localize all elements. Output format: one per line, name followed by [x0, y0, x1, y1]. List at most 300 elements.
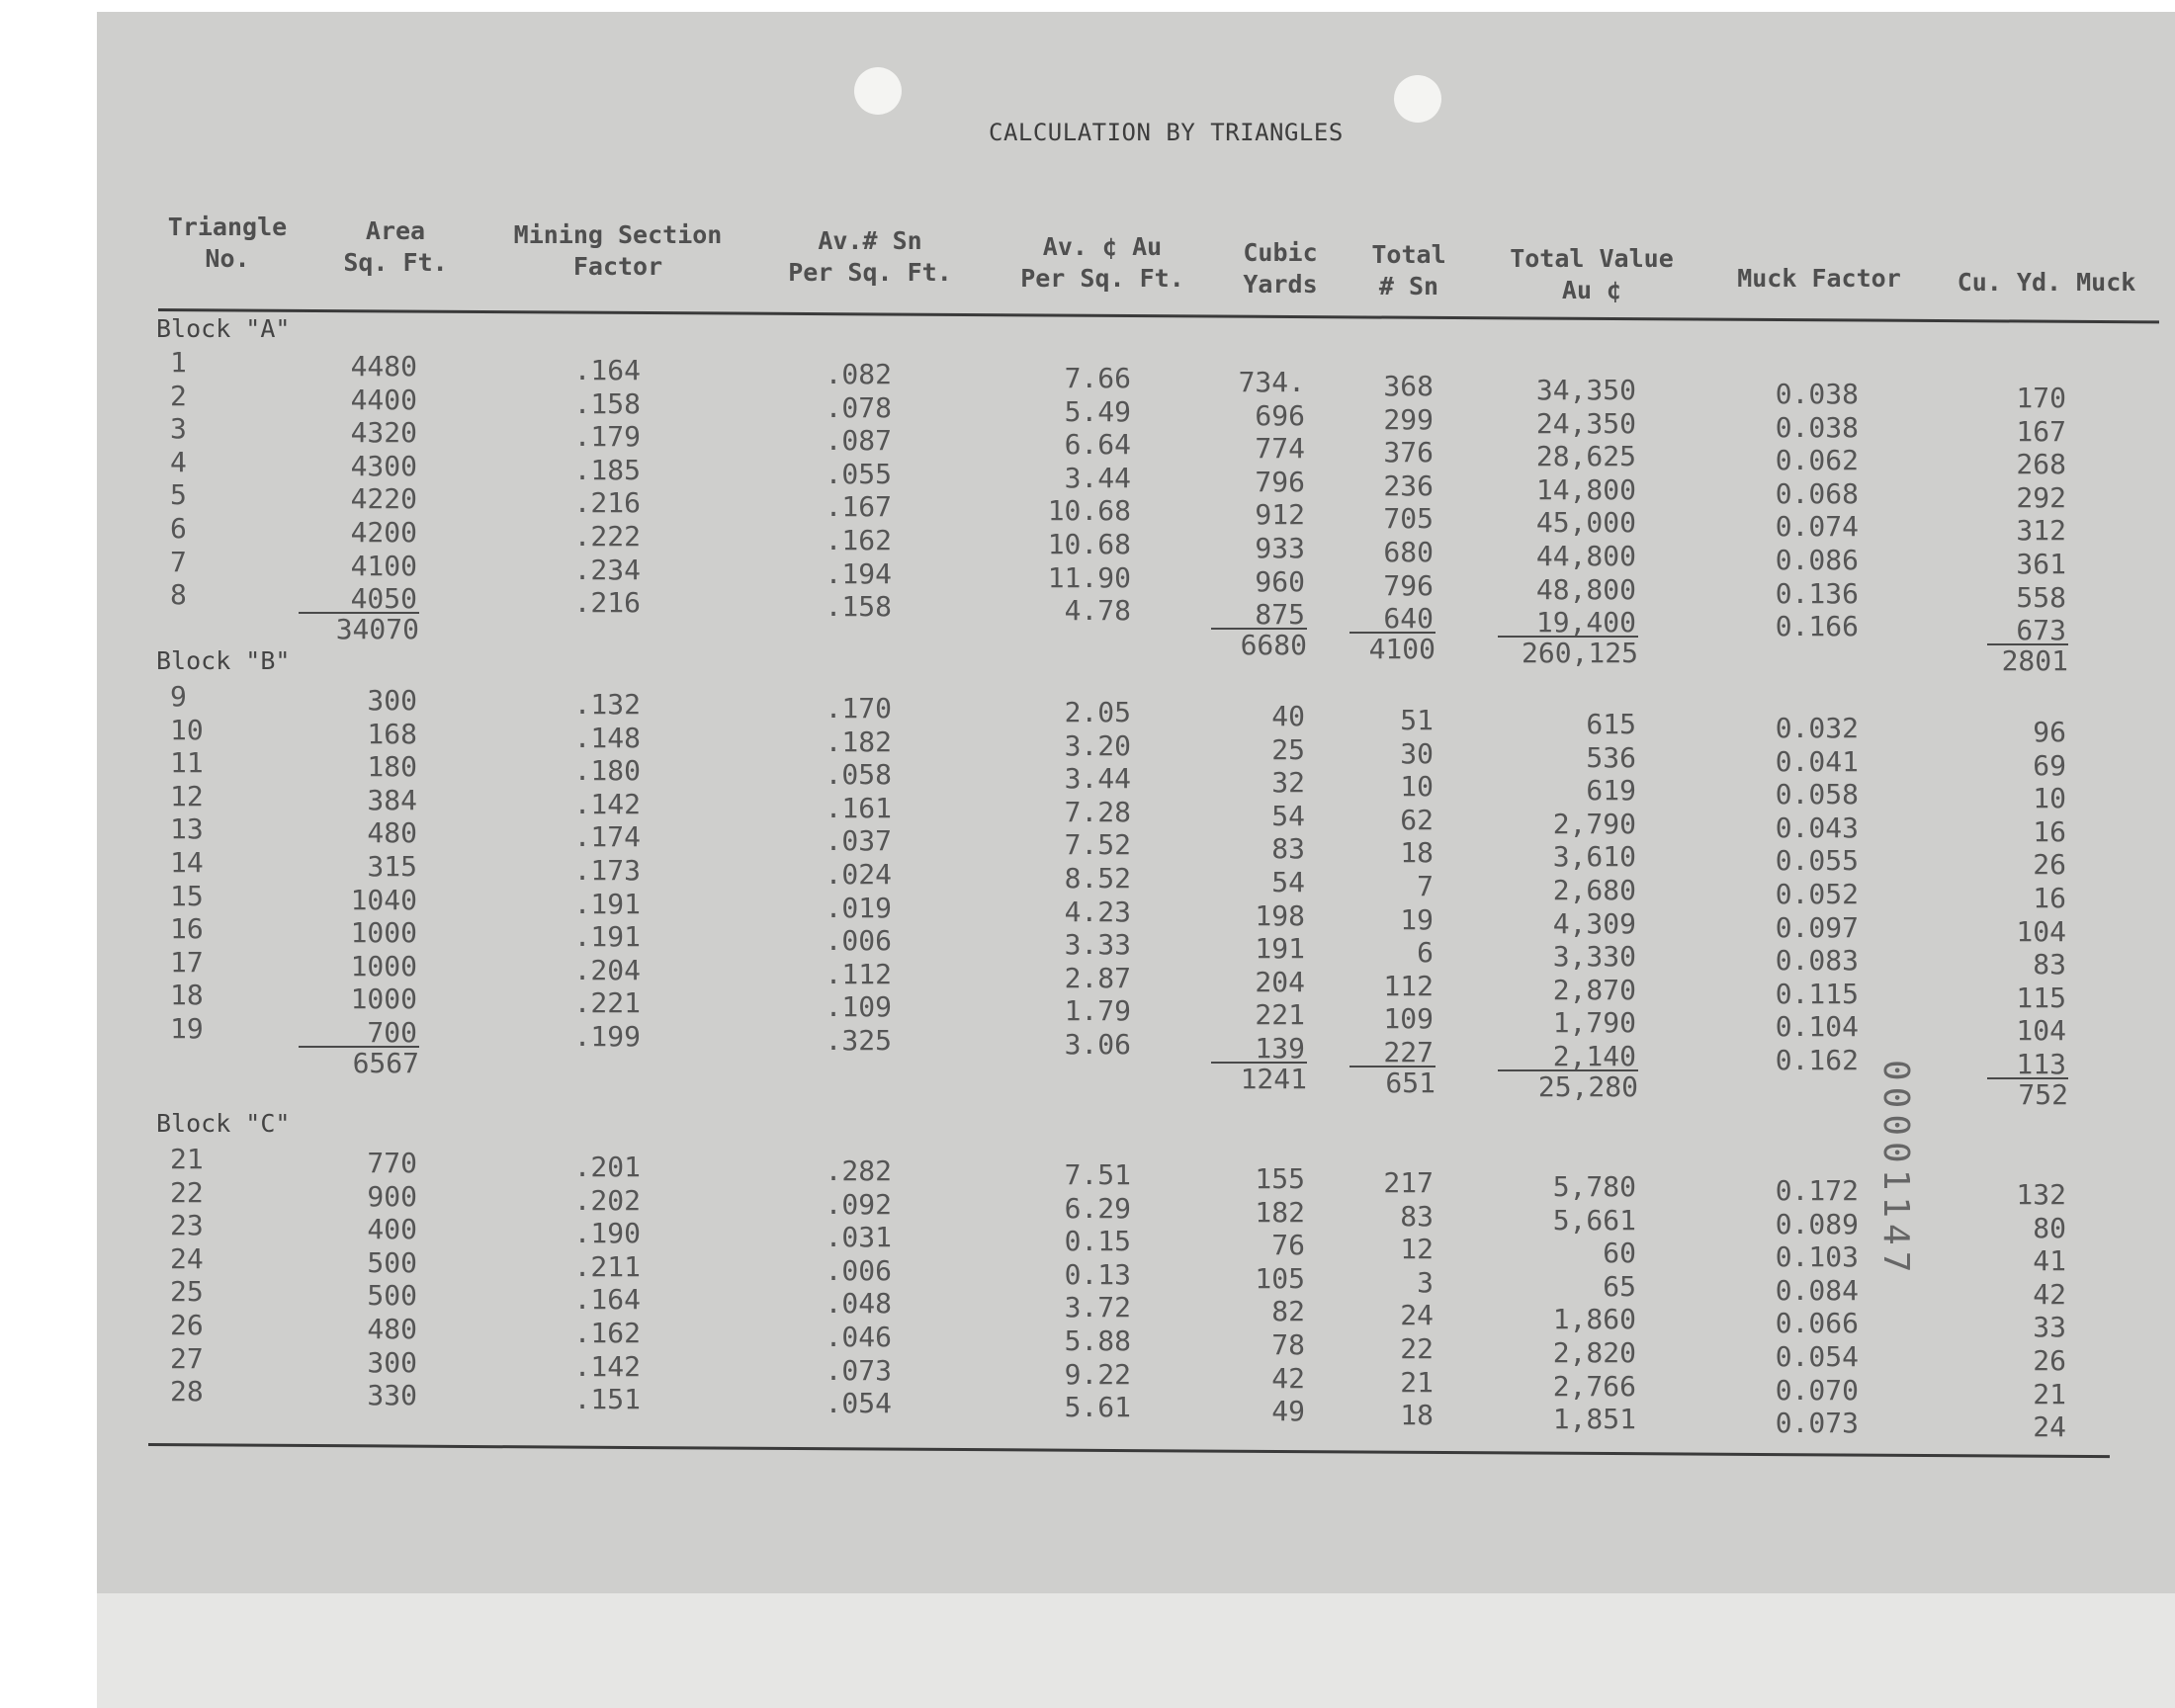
cell-value: 14,800: [1535, 472, 1636, 506]
header-totalsn-line: # Sn: [1378, 272, 1439, 300]
header-au: [999, 231, 1206, 295]
cell-muck: 0.032: [1775, 712, 1859, 744]
cell-totalsn: 376: [1383, 436, 1434, 470]
cell-cuyd: 170: [2016, 382, 2066, 414]
cell-muck: 0.083: [1775, 944, 1859, 978]
column-area-block-2: [308, 684, 417, 1050]
cell-cuyd: 41: [2033, 1244, 2066, 1278]
cell-cuyd: 24: [2033, 1410, 2066, 1444]
column-totalsn-block-2: [1359, 704, 1434, 1069]
cell-au: 9.22: [1064, 1357, 1131, 1391]
cell-area: 315: [367, 849, 417, 883]
cell-no: 16: [170, 912, 204, 946]
cell-value: 28,625: [1535, 440, 1636, 473]
cell-au: 5.88: [1064, 1324, 1131, 1357]
column-area-block-1: [308, 350, 417, 616]
cell-sn: .194: [825, 556, 892, 590]
header-totalvalue: [1483, 243, 1700, 306]
cell-totalsn: 112: [1383, 969, 1434, 1002]
column-value-block-3: [1508, 1170, 1636, 1436]
cell-cuyd: 115: [2016, 981, 2066, 1014]
cell-totalsn: 83: [1400, 1199, 1434, 1233]
cell-value: 5,780: [1552, 1170, 1636, 1203]
cell-msf: .191: [573, 920, 641, 954]
cell-msf: .202: [573, 1183, 641, 1217]
block-label: Block "A": [156, 314, 291, 343]
cell-muck: 0.068: [1775, 476, 1859, 510]
cell-muck: 0.038: [1775, 410, 1859, 444]
cell-msf: .204: [573, 953, 641, 986]
header-msf-line: Factor: [572, 252, 663, 281]
cell-no: 27: [170, 1341, 204, 1375]
cell-muck: 0.104: [1775, 1010, 1859, 1044]
cell-msf: .151: [573, 1383, 641, 1416]
cell-area: 4320: [350, 416, 417, 450]
cell-totalsn: 19: [1400, 902, 1434, 936]
cell-area: 4100: [350, 549, 417, 582]
punch-hole-right: [1394, 75, 1441, 123]
cell-value: 2,140: [1552, 1039, 1636, 1072]
cell-value: 2,790: [1552, 807, 1636, 840]
bates-number: 00001147: [1875, 1060, 1916, 1279]
cell-msf: .216: [573, 586, 641, 620]
cell-cubic: 42: [1271, 1361, 1305, 1395]
header-triangle-line: No.: [205, 244, 250, 273]
cell-totalsn: 62: [1400, 803, 1434, 836]
column-value-block-1: [1508, 374, 1636, 640]
cell-value: 48,800: [1535, 572, 1636, 606]
cell-area: 500: [367, 1245, 417, 1279]
cell-sn: .282: [825, 1154, 892, 1187]
cell-value: 4,309: [1552, 906, 1636, 940]
header-cubic: [1226, 237, 1335, 300]
cell-value: 2,680: [1552, 873, 1636, 906]
cell-value: 1,851: [1552, 1403, 1636, 1436]
cell-au: 3.20: [1064, 728, 1131, 762]
cell-value: 44,800: [1535, 539, 1636, 572]
cell-area: 1040: [350, 883, 417, 916]
cell-totalsn: 22: [1400, 1331, 1434, 1365]
cell-cuyd: 104: [2016, 914, 2066, 948]
cell-no: 10: [170, 713, 204, 746]
cell-cubic: 696: [1255, 398, 1305, 432]
cell-muck: 0.058: [1775, 778, 1859, 811]
cell-totalsn: 109: [1383, 1002, 1434, 1036]
cell-cubic: 139: [1255, 1031, 1305, 1065]
cell-sn: .073: [825, 1353, 892, 1387]
cell-area: 330: [367, 1379, 417, 1412]
column-totalsn-block-1: [1359, 370, 1434, 636]
column-cubic-block-2: [1221, 700, 1305, 1066]
cell-no: 3: [170, 412, 187, 446]
cell-au: 7.51: [1064, 1158, 1131, 1191]
column-totalsn-block-3: [1359, 1166, 1434, 1432]
cell-cubic: 933: [1255, 531, 1305, 564]
header-msf: [499, 219, 737, 283]
cell-area: 770: [367, 1147, 417, 1179]
header-totalvalue-line: Au ¢: [1561, 276, 1622, 304]
cell-muck: 0.054: [1775, 1339, 1859, 1373]
column-cuyd-block-3: [1997, 1178, 2066, 1444]
cell-no: 28: [170, 1375, 204, 1409]
cell-sn: .046: [825, 1320, 892, 1353]
cell-muck: 0.070: [1775, 1373, 1859, 1407]
header-cubic-line: Cubic: [1243, 238, 1318, 267]
cell-sn: .109: [825, 990, 892, 1024]
cell-value: 536: [1586, 740, 1636, 774]
cell-area: 384: [367, 783, 417, 816]
cell-cubic: 105: [1255, 1261, 1305, 1295]
cell-no: 24: [170, 1241, 204, 1275]
cell-cubic: 155: [1255, 1162, 1305, 1195]
cell-au: 2.87: [1064, 961, 1131, 994]
cell-sn: .112: [825, 957, 892, 990]
cell-au: 4.23: [1064, 895, 1131, 928]
cell-area: 700: [367, 1015, 417, 1049]
cell-cuyd: 268: [2016, 448, 2066, 481]
cell-totalsn: 796: [1383, 568, 1434, 602]
cell-msf: .199: [573, 1019, 641, 1053]
cell-area: 4050: [350, 582, 417, 616]
cell-totalsn: 217: [1383, 1166, 1434, 1199]
cell-value: 619: [1586, 774, 1636, 808]
cell-muck: 0.062: [1775, 444, 1859, 477]
cell-muck: 0.097: [1775, 910, 1859, 944]
punch-hole-left: [854, 67, 902, 115]
column-msf-block-3: [552, 1151, 641, 1416]
column-msf-block-1: [552, 354, 641, 620]
cell-sn: .024: [825, 857, 892, 891]
cell-cubic: 32: [1271, 766, 1305, 800]
total-area: 6567: [299, 1046, 419, 1078]
cell-cubic: 40: [1271, 700, 1305, 732]
column-au-block-3: [1032, 1158, 1131, 1424]
cell-sn: .325: [825, 1023, 892, 1057]
cell-totalsn: 18: [1400, 1399, 1434, 1432]
cell-sn: .055: [825, 457, 892, 490]
cell-msf: .173: [573, 853, 641, 887]
cell-msf: .174: [573, 820, 641, 854]
cell-msf: .185: [573, 453, 641, 486]
column-msf-block-2: [552, 688, 641, 1054]
cell-msf: .164: [573, 354, 641, 386]
cell-cubic: 198: [1255, 898, 1305, 932]
cell-cuyd: 83: [2033, 948, 2066, 982]
total-value: 260,125: [1498, 636, 1638, 668]
cell-no: 26: [170, 1308, 204, 1341]
cell-cubic: 960: [1255, 564, 1305, 598]
cell-sn: .182: [825, 725, 892, 758]
cell-sn: .167: [825, 490, 892, 524]
cell-cuyd: 69: [2033, 748, 2066, 782]
header-cuyd: [1938, 267, 2155, 299]
cell-au: 10.68: [1047, 527, 1131, 560]
cell-cuyd: 361: [2016, 547, 2066, 580]
cell-no: 7: [170, 545, 187, 578]
cell-totalsn: 21: [1400, 1365, 1434, 1399]
cell-sn: .054: [825, 1387, 892, 1420]
cell-area: 4200: [350, 515, 417, 549]
cell-au: 7.52: [1064, 828, 1131, 862]
cell-no: 14: [170, 845, 204, 879]
header-muck-line: Muck Factor: [1737, 264, 1901, 293]
cell-value: 24,350: [1535, 406, 1636, 440]
block-label: Block "B": [156, 646, 291, 675]
cell-au: 3.44: [1064, 762, 1131, 796]
cell-msf: .180: [573, 754, 641, 788]
cell-au: 3.44: [1064, 461, 1131, 494]
cell-totalsn: 680: [1383, 535, 1434, 568]
cell-muck: 0.136: [1775, 576, 1859, 610]
cell-cubic: 774: [1255, 432, 1305, 466]
cell-sn: .092: [825, 1187, 892, 1221]
cell-totalsn: 3: [1417, 1265, 1434, 1299]
cell-sn: .087: [825, 424, 892, 458]
column-cuyd-block-2: [1997, 716, 2066, 1081]
column-cubic-block-1: [1221, 366, 1305, 632]
header-muck: [1715, 263, 1923, 295]
cell-sn: .078: [825, 390, 892, 424]
cell-muck: 0.084: [1775, 1273, 1859, 1307]
cell-sn: .031: [825, 1221, 892, 1254]
cell-no: 6: [170, 511, 187, 545]
cell-value: 65: [1603, 1269, 1636, 1303]
cell-no: 22: [170, 1175, 204, 1209]
cell-msf: .201: [573, 1151, 641, 1183]
cell-cubic: 191: [1255, 932, 1305, 966]
header-cuyd-line: Cu. Yd. Muck: [1957, 268, 2136, 297]
cell-cuyd: 167: [2016, 414, 2066, 448]
cell-muck: 0.086: [1775, 543, 1859, 576]
column-cuyd-block-1: [1997, 382, 2066, 647]
cell-no: 9: [170, 680, 187, 713]
cell-cubic: 221: [1255, 998, 1305, 1032]
column-muck-block-3: [1760, 1174, 1859, 1440]
cell-cuyd: 312: [2016, 514, 2066, 548]
header-area-line: Sq. Ft.: [343, 248, 448, 277]
cell-au: 4.78: [1064, 594, 1131, 628]
header-area-line: Area: [365, 216, 426, 245]
column-muck-block-2: [1760, 712, 1859, 1077]
cell-area: 1000: [350, 949, 417, 982]
cell-value: 60: [1603, 1237, 1636, 1270]
cell-cuyd: 16: [2033, 881, 2066, 914]
cell-msf: .179: [573, 420, 641, 454]
cell-cuyd: 113: [2016, 1047, 2066, 1080]
column-no-block-2: [170, 680, 229, 1046]
cell-value: 2,820: [1552, 1335, 1636, 1369]
cell-area: 900: [367, 1179, 417, 1213]
cell-au: 7.28: [1064, 795, 1131, 828]
cell-muck: 0.115: [1775, 977, 1859, 1010]
cell-msf: .216: [573, 486, 641, 520]
cell-value: 3,330: [1552, 940, 1636, 974]
header-triangle-line: Triangle: [167, 213, 288, 241]
header-totalvalue-line: Total Value: [1510, 244, 1674, 273]
header-au-line: Av. ¢ Au: [1042, 232, 1163, 261]
cell-totalsn: 7: [1417, 869, 1434, 902]
cell-msf: .148: [573, 721, 641, 754]
cell-area: 4220: [350, 482, 417, 516]
cell-totalsn: 227: [1383, 1035, 1434, 1068]
cell-muck: 0.055: [1775, 844, 1859, 878]
sheet-bottom-margin: [97, 1593, 2175, 1708]
cell-value: 19,400: [1535, 606, 1636, 640]
cell-muck: 0.074: [1775, 510, 1859, 544]
cell-no: 11: [170, 746, 204, 780]
cell-value: 2,766: [1552, 1369, 1636, 1403]
cell-au: 6.64: [1064, 428, 1131, 462]
column-au-block-2: [1032, 696, 1131, 1062]
column-sn-block-1: [803, 358, 892, 624]
cell-no: 15: [170, 879, 204, 912]
cell-sn: .158: [825, 590, 892, 624]
cell-cubic: 734.: [1238, 366, 1305, 398]
cell-muck: 0.172: [1775, 1174, 1859, 1207]
cell-au: 3.72: [1064, 1291, 1131, 1324]
cell-au: 8.52: [1064, 861, 1131, 895]
cell-cubic: 54: [1271, 799, 1305, 832]
cell-au: 5.61: [1064, 1391, 1131, 1424]
cell-muck: 0.038: [1775, 378, 1859, 410]
cell-totalsn: 10: [1400, 770, 1434, 804]
cell-msf: .221: [573, 986, 641, 1020]
cell-no: 13: [170, 812, 204, 846]
cell-no: 18: [170, 979, 204, 1012]
cell-area: 1000: [350, 982, 417, 1016]
cell-au: 1.79: [1064, 994, 1131, 1028]
cell-cuyd: 26: [2033, 1343, 2066, 1377]
cell-sn: .048: [825, 1287, 892, 1321]
cell-totalsn: 368: [1383, 370, 1434, 402]
cell-value: 45,000: [1535, 506, 1636, 540]
cell-cuyd: 96: [2033, 716, 2066, 748]
cell-totalsn: 24: [1400, 1299, 1434, 1332]
cell-cuyd: 104: [2016, 1014, 2066, 1048]
cell-cuyd: 16: [2033, 814, 2066, 848]
cell-value: 615: [1586, 708, 1636, 740]
cell-value: 34,350: [1535, 374, 1636, 406]
cell-no: 23: [170, 1209, 204, 1242]
cell-no: 25: [170, 1275, 204, 1309]
cell-msf: .222: [573, 519, 641, 553]
cell-sn: .037: [825, 824, 892, 858]
cell-cuyd: 42: [2033, 1277, 2066, 1311]
header-cubic-line: Yards: [1243, 270, 1318, 299]
cell-muck: 0.066: [1775, 1307, 1859, 1340]
cell-cubic: 796: [1255, 465, 1305, 498]
cell-muck: 0.166: [1775, 610, 1859, 643]
block-label: Block "C": [156, 1109, 291, 1138]
cell-au: 6.29: [1064, 1191, 1131, 1225]
cell-msf: .191: [573, 887, 641, 920]
cell-totalsn: 18: [1400, 836, 1434, 870]
cell-sn: .058: [825, 758, 892, 792]
cell-au: 5.49: [1064, 394, 1131, 428]
cell-cubic: 912: [1255, 498, 1305, 532]
column-cubic-block-3: [1221, 1162, 1305, 1428]
total-totalsn: 651: [1349, 1066, 1436, 1098]
column-no-block-3: [170, 1143, 229, 1409]
cell-au: 11.90: [1047, 560, 1131, 594]
cell-au: 0.15: [1064, 1225, 1131, 1258]
cell-cubic: 82: [1271, 1295, 1305, 1328]
cell-area: 480: [367, 816, 417, 850]
cell-muck: 0.073: [1775, 1407, 1859, 1440]
cell-msf: .234: [573, 553, 641, 586]
cell-area: 300: [367, 684, 417, 717]
cell-sn: .006: [825, 924, 892, 958]
cell-au: 10.68: [1047, 494, 1131, 528]
cell-cubic: 182: [1255, 1195, 1305, 1229]
cell-value: 2,870: [1552, 973, 1636, 1006]
cell-area: 4400: [350, 383, 417, 416]
header-msf-line: Mining Section: [513, 220, 723, 249]
total-cuyd: 2801: [1987, 643, 2068, 676]
cell-cuyd: 132: [2016, 1178, 2066, 1211]
cell-area: 4300: [350, 449, 417, 482]
cell-msf: .142: [573, 1349, 641, 1383]
total-totalsn: 4100: [1349, 632, 1436, 664]
cell-value: 3,610: [1552, 840, 1636, 874]
column-muck-block-1: [1760, 378, 1859, 643]
cell-cuyd: 33: [2033, 1311, 2066, 1344]
cell-cuyd: 26: [2033, 848, 2066, 882]
cell-sn: .006: [825, 1253, 892, 1287]
cell-muck: 0.089: [1775, 1207, 1859, 1240]
cell-totalsn: 30: [1400, 736, 1434, 770]
cell-msf: .211: [573, 1249, 641, 1283]
cell-value: 5,661: [1552, 1203, 1636, 1237]
cell-au: 2.05: [1064, 696, 1131, 728]
cell-area: 168: [367, 717, 417, 750]
cell-au: 0.13: [1064, 1257, 1131, 1291]
cell-area: 300: [367, 1345, 417, 1379]
cell-no: 1: [170, 346, 187, 379]
cell-totalsn: 299: [1383, 402, 1434, 436]
cell-au: 7.66: [1064, 362, 1131, 394]
cell-cubic: 25: [1271, 732, 1305, 766]
cell-area: 4480: [350, 350, 417, 383]
cell-no: 17: [170, 945, 204, 979]
cell-cuyd: 10: [2033, 782, 2066, 815]
header-totalsn-line: Total: [1371, 240, 1446, 269]
cell-msf: .132: [573, 688, 641, 721]
cell-area: 180: [367, 750, 417, 784]
column-no-block-1: [170, 346, 229, 612]
cell-sn: .082: [825, 358, 892, 390]
cell-sn: .170: [825, 692, 892, 725]
column-sn-block-3: [803, 1154, 892, 1420]
total-area: 34070: [299, 612, 419, 644]
cell-area: 400: [367, 1213, 417, 1246]
column-au-block-1: [1032, 362, 1131, 628]
page-title: CALCULATION BY TRIANGLES: [989, 119, 1344, 146]
cell-muck: 0.052: [1775, 877, 1859, 910]
total-cubic: 1241: [1211, 1062, 1307, 1094]
cell-msf: .190: [573, 1217, 641, 1250]
column-area-block-3: [308, 1147, 417, 1412]
cell-muck: 0.043: [1775, 811, 1859, 844]
cell-no: 5: [170, 478, 187, 512]
cell-cubic: 49: [1271, 1395, 1305, 1428]
header-au-line: Per Sq. Ft.: [1020, 264, 1184, 293]
cell-msf: .158: [573, 386, 641, 420]
cell-no: 12: [170, 779, 204, 812]
cell-no: 8: [170, 578, 187, 612]
cell-no: 21: [170, 1143, 204, 1175]
cell-area: 1000: [350, 916, 417, 950]
